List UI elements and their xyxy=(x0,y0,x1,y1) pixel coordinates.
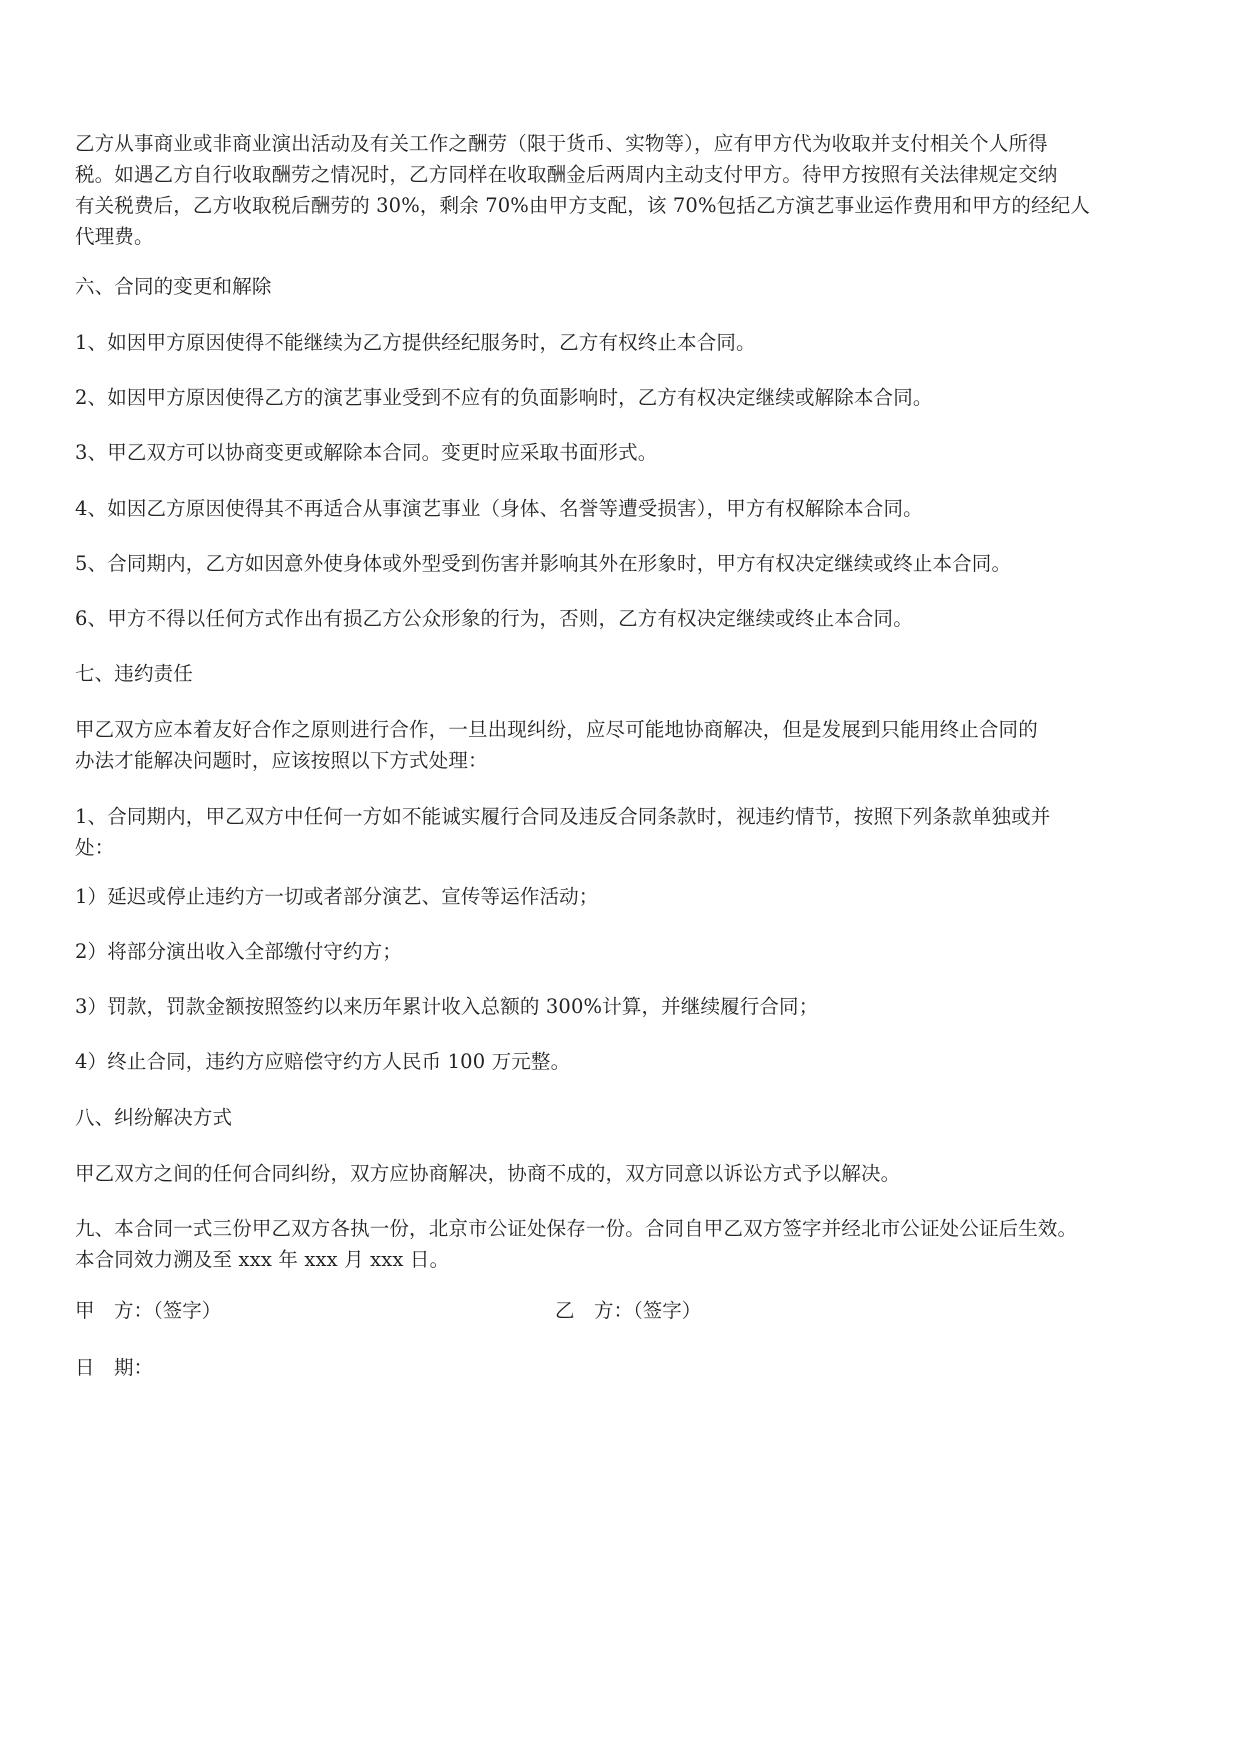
section-7-intro xyxy=(75,714,1175,776)
section-7-heading: 七、违约责任 xyxy=(75,662,193,685)
section-6-item-4: 4、如因乙方原因使得其不再适合从事演艺事业（身体、名誉等遭受损害），甲方有权解除本合同。 xyxy=(75,497,923,520)
section-7-subitem-2: 2）将部分演出收入全部缴付守约方； xyxy=(75,940,402,963)
section-8-heading: 八、纠纷解决方式 xyxy=(75,1106,233,1129)
text-line: 处： xyxy=(75,836,115,859)
date-label: 日 期： xyxy=(75,1356,154,1379)
section-6-heading: 六、合同的变更和解除 xyxy=(75,275,272,298)
text-line: 本合同效力溯及至 xxx 年 xxx 月 xxx 日。 xyxy=(75,1248,450,1271)
section-8-text: 甲乙双方之间的任何合同纠纷，双方应协商解决，协商不成的，双方同意以诉讼方式予以解决。 xyxy=(75,1162,901,1185)
text-line: 1、合同期内，甲乙双方中任何一方如不能诚实履行合同及违反合同条款时，视违约情节，按照下列条款单独或并 xyxy=(75,805,1051,828)
section-6-item-3: 3、甲乙双方可以协商变更或解除本合同。变更时应采取书面形式。 xyxy=(75,441,658,464)
section-7-subitem-3: 3）罚款，罚款金额按照签约以来历年累计收入总额的 300%计算，并继续履行合同； xyxy=(75,995,819,1018)
section-6-item-1: 1、如因甲方原因使得不能继续为乙方提供经纪服务时，乙方有权终止本合同。 xyxy=(75,331,756,354)
remuneration-paragraph xyxy=(75,128,1175,252)
text-line: 甲乙双方应本着友好合作之原则进行合作，一旦出现纠纷，应尽可能地协商解决，但是发展到只能用终止合同的 xyxy=(75,718,1038,741)
section-7-subitem-1: 1）延迟或停止违约方一切或者部分演艺、宣传等运作活动； xyxy=(75,885,599,908)
section-7-item-1 xyxy=(75,801,1175,863)
text-line: 税。如遇乙方自行收取酬劳之情况时，乙方同样在收取酬金后两周内主动支付甲方。待甲方按照有关法律规定交纳 xyxy=(75,163,1058,186)
text-line: 有关税费后，乙方收取税后酬劳的 30%，剩余 70%由甲方支配，该 70%包括乙方演艺事业运作费用和甲方的经纪人 xyxy=(75,194,1091,217)
section-6-item-6: 6、甲方不得以任何方式作出有损乙方公众形象的行为，否则，乙方有权决定继续或终止本合同。 xyxy=(75,607,913,630)
section-6-item-2: 2、如因甲方原因使得乙方的演艺事业受到不应有的负面影响时，乙方有权决定继续或解除本合同。 xyxy=(75,386,933,409)
text-line: 办法才能解决问题时，应该按照以下方式处理： xyxy=(75,749,488,772)
text-line: 乙方从事商业或非商业演出活动及有关工作之酬劳（限于货币、实物等），应有甲方代为收取并支付相关个人所得 xyxy=(75,132,1048,155)
section-9-paragraph xyxy=(75,1213,1175,1275)
section-7-subitem-4: 4）终止合同，违约方应赔偿守约方人民币 100 万元整。 xyxy=(75,1050,571,1073)
text-line: 九、本合同一式三份甲乙双方各执一份，北京市公证处保存一份。合同自甲乙双方签字并经北市公证处公证后生效。 xyxy=(75,1217,1078,1240)
party-a-signature-label: 甲 方：（签字） xyxy=(75,1299,222,1322)
section-6-item-5: 5、合同期内，乙方如因意外使身体或外型受到伤害并影响其外在形象时，甲方有权决定继续或终止本合同。 xyxy=(75,552,1012,575)
party-b-signature-label: 乙 方：（签字） xyxy=(555,1299,702,1322)
text-line: 代理费。 xyxy=(75,225,154,248)
